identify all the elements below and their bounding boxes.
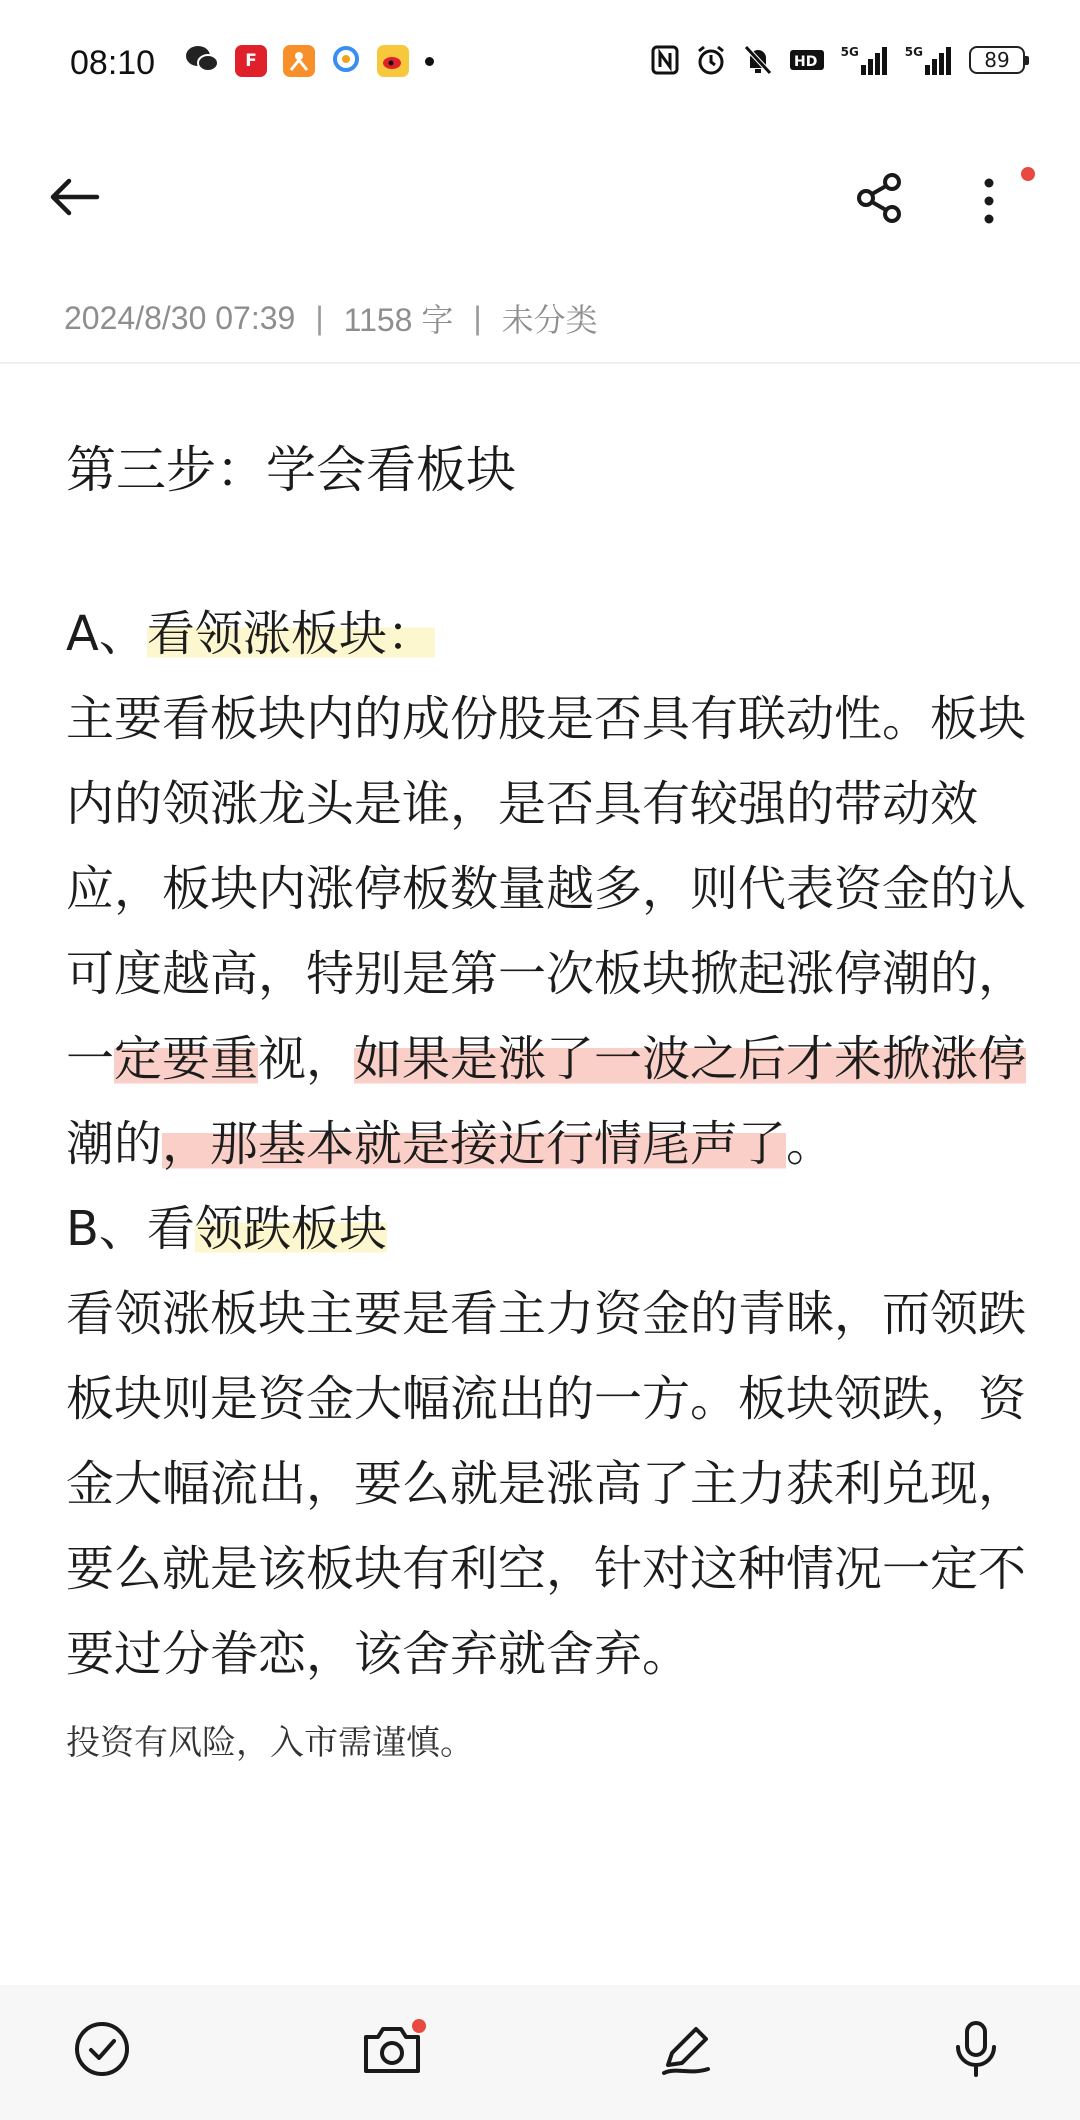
back-button[interactable] [45, 172, 115, 232]
more-notifications-dot [425, 57, 434, 66]
section-a-highlight: 看领涨板块： [146, 606, 435, 662]
svg-text:HD: HD [793, 54, 817, 70]
share-icon [852, 168, 912, 228]
paragraph-text: 。 [786, 1116, 835, 1172]
notification-dot [412, 2019, 426, 2033]
section-a-heading [66, 592, 1066, 677]
note-category[interactable]: 未分类 [501, 302, 598, 338]
highlighted-text: 定要重 [114, 1031, 259, 1087]
section-b-highlight: 领跌板块 [194, 1201, 387, 1257]
signal-2 [905, 42, 953, 78]
voice-input-button[interactable] [940, 2013, 1012, 2085]
status-time: 08:10 [70, 44, 156, 82]
paragraph-text: 潮的 [66, 1116, 163, 1172]
pen-button[interactable] [650, 2013, 722, 2085]
network-type-label: 5G [904, 45, 923, 59]
bottom-toolbar [0, 1985, 1080, 2120]
note-meta [64, 295, 598, 341]
disclaimer: 投资有风险，入市需谨慎。 [66, 1723, 474, 1763]
highlighted-text: ，那基本就是接近行情尾声了 [162, 1116, 787, 1172]
note-title: 第三步：学会看板块 [66, 441, 516, 499]
share-button[interactable] [852, 168, 916, 232]
top-bar [0, 150, 1080, 250]
wechat-icon [185, 44, 219, 78]
pen-icon [650, 2013, 722, 2085]
word-count: 1158 字 [343, 302, 454, 338]
microphone-icon [940, 2013, 1012, 2085]
mute-icon [743, 42, 773, 78]
network-type-label: 5G [840, 45, 859, 59]
orange-app-icon [283, 45, 315, 77]
note-body[interactable] [66, 430, 1066, 1773]
meta-separator: | [315, 299, 324, 336]
signal-1 [841, 42, 889, 78]
checklist-icon [66, 2013, 138, 2085]
arrow-left-icon [45, 172, 105, 222]
paragraph-text: 视， [258, 1031, 355, 1087]
paragraph-text: 主要看板块内的成份股是否具有联动性。板块内的领涨龙头是谁，是否具有较强的带动效应，板块内涨停板数量越多，则代表资金的认可度越高，特别是第一次板块掀起涨停潮的，一 [66, 691, 1027, 1087]
meta-separator: | [473, 299, 482, 336]
section-b-prefix: B、看 [66, 1201, 195, 1257]
red-app-icon: F [235, 45, 267, 77]
status-app-icons [185, 44, 434, 78]
note-datetime: 2024/8/30 07:39 [64, 299, 296, 336]
divider [0, 362, 1080, 364]
more-vertical-icon [975, 168, 1005, 228]
section-a-prefix: A、 [66, 606, 147, 662]
hd-icon [789, 42, 825, 78]
circle-app-icon [331, 44, 361, 78]
status-right [651, 42, 1025, 78]
camera-button[interactable] [356, 2013, 428, 2085]
signal-bars-icon [925, 45, 953, 75]
alarm-icon [695, 42, 727, 78]
nfc-icon [651, 42, 679, 78]
signal-bars-icon [861, 45, 889, 75]
section-a-paragraph [66, 677, 1066, 1187]
section-b-heading [66, 1187, 1066, 1272]
battery-level: 89 [984, 48, 1010, 72]
status-bar [0, 0, 1080, 130]
more-options-button[interactable] [975, 168, 1031, 232]
weibo-icon [377, 45, 409, 77]
notification-dot [1021, 167, 1035, 181]
battery-icon [969, 46, 1025, 74]
checklist-button[interactable] [66, 2013, 138, 2085]
section-b-paragraph: 看领涨板块主要是看主力资金的青睐，而领跌板块则是资金大幅流出的一方。板块领跌，资金大幅流出，要么就是涨高了主力获利兑现，要么就是该板块有利空，针对这种情况一定不要过分眷恋，该舍弃就舍弃。 [66, 1286, 1027, 1682]
highlighted-text: 如果是涨了一波之后才来掀涨停 [354, 1031, 1027, 1087]
